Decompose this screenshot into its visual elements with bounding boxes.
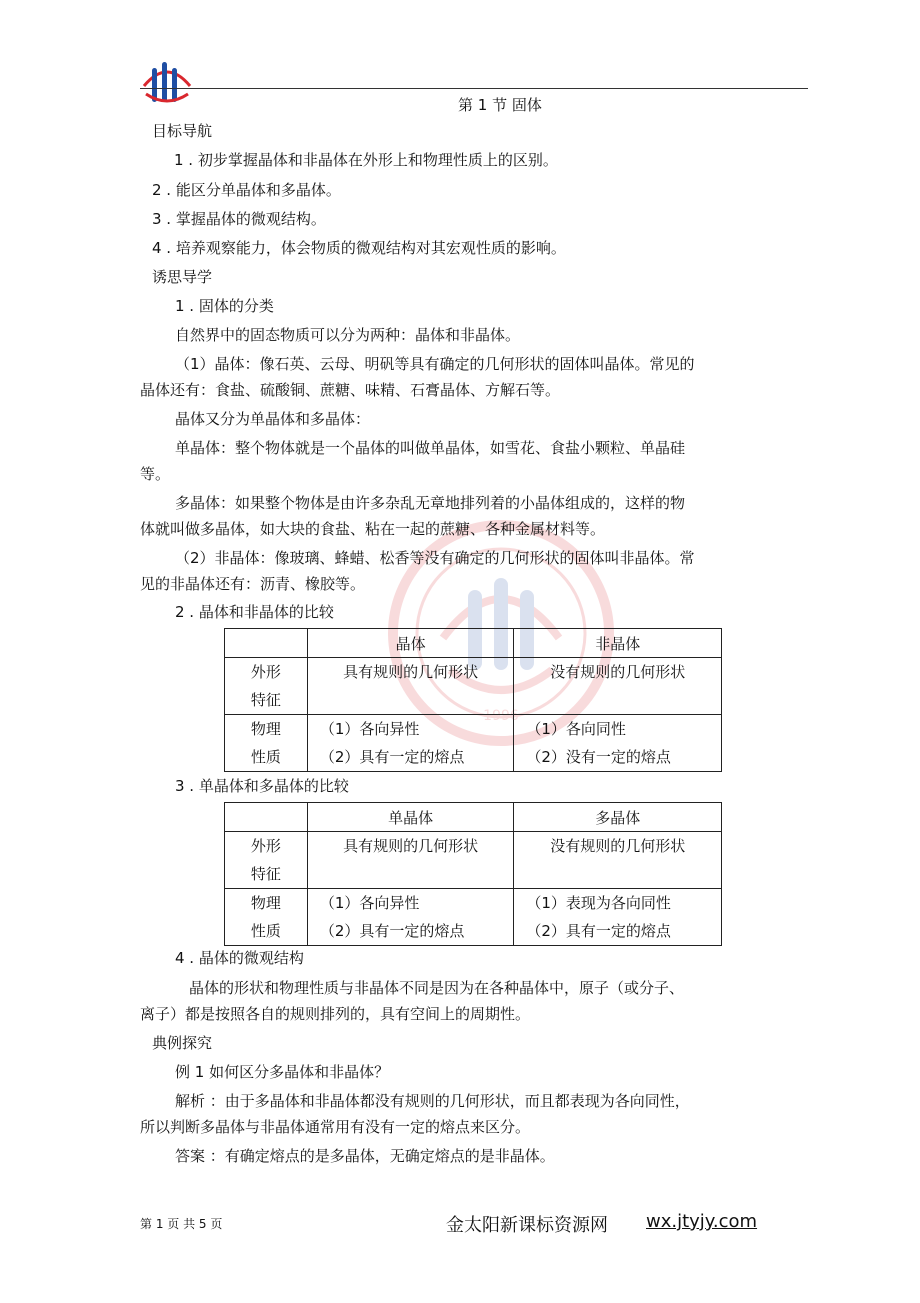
site-url-link[interactable]: wx.jtyjy.com: [646, 1211, 758, 1232]
goal-heading: 目标导航: [152, 122, 213, 140]
table-cell: 没有规则的几何形状: [514, 658, 722, 715]
guide-heading: 诱思导学: [152, 268, 213, 286]
row-label: 外形 特征: [225, 658, 308, 715]
paragraph-line: 见的非晶体还有：沥青、橡胶等。: [140, 575, 366, 593]
school-logo-icon: [140, 54, 194, 106]
paragraph-line: 单晶体：整个物体就是一个晶体的叫做单晶体，如雪花、食盐小颗粒、单晶硅: [175, 439, 686, 457]
goal-item: 3 . 掌握晶体的微观结构。: [152, 210, 326, 228]
table-header-cell: 晶体: [307, 629, 514, 658]
section-title: 4 . 晶体的微观结构: [175, 949, 304, 967]
table-row: [225, 889, 722, 946]
goal-item: 1 . 初步掌握晶体和非晶体在外形上和物理性质上的区别。: [174, 151, 558, 169]
header-rule: [140, 88, 808, 89]
table-header-row: [225, 629, 722, 658]
paragraph-line: 离子）都是按照各自的规则排列的，具有空间上的周期性。: [140, 1005, 531, 1023]
page-number: 第 1 页 共 5 页: [140, 1217, 223, 1231]
table-header-cell: 多晶体: [514, 803, 722, 832]
table-header-cell: 单晶体: [307, 803, 514, 832]
table-header-cell: [225, 629, 308, 658]
table-cell: 具有规则的几何形状: [307, 658, 514, 715]
row-label: 物理 性质: [225, 715, 308, 772]
table-cell: （1）各向同性 （2）没有一定的熔点: [514, 715, 722, 772]
paragraph-line: 晶体的形状和物理性质与非晶体不同是因为在各种晶体中，原子（或分子、: [189, 979, 685, 997]
goal-item: 2 . 能区分单晶体和多晶体。: [152, 181, 341, 199]
single-poly-comparison-table: [224, 802, 722, 946]
section-title: 3 . 单晶体和多晶体的比较: [175, 777, 349, 795]
crystal-comparison-table: [224, 628, 722, 772]
table-row: [225, 832, 722, 889]
paragraph-line: 自然界中的固态物质可以分为两种：晶体和非晶体。: [175, 326, 521, 344]
table-cell: （1）各向异性 （2）具有一定的熔点: [307, 715, 514, 772]
table-cell: （1）表现为各向同性 （2）具有一定的熔点: [514, 889, 722, 946]
paragraph-line: （2）非晶体：像玻璃、蜂蜡、松香等没有确定的几何形状的固体叫非晶体。常: [175, 549, 695, 567]
paragraph-line: 体就叫做多晶体，如大块的食盐、粘在一起的蔗糖、各种金属材料等。: [140, 520, 606, 538]
table-row: [225, 658, 722, 715]
table-cell: （1）各向异性 （2）具有一定的熔点: [307, 889, 514, 946]
paragraph-line: 等。: [140, 465, 171, 483]
site-name: 金太阳新课标资源网: [446, 1215, 608, 1236]
row-label: 物理 性质: [225, 889, 308, 946]
goal-item: 4 . 培养观察能力，体会物质的微观结构对其宏观性质的影响。: [152, 239, 566, 257]
paragraph-line: （1）晶体：像石英、云母、明矾等具有确定的几何形状的固体叫晶体。常见的: [175, 355, 695, 373]
table-cell: 没有规则的几何形状: [514, 832, 722, 889]
section-title: 1 . 固体的分类: [175, 297, 274, 315]
example-question: 例 1 如何区分多晶体和非晶体？: [175, 1063, 390, 1081]
example-answer: 答案 ：有确定熔点的是多晶体，无确定熔点的是非晶体。: [175, 1147, 555, 1165]
example-heading: 典例探究: [152, 1034, 213, 1052]
table-header-cell: [225, 803, 308, 832]
row-label: 外形 特征: [225, 832, 308, 889]
section-title: 2 . 晶体和非晶体的比较: [175, 603, 334, 621]
table-row: [225, 715, 722, 772]
watermark-year: 1996: [483, 708, 519, 724]
table-header-cell: 非晶体: [514, 629, 722, 658]
paragraph-line: 晶体还有：食盐、硫酸铜、蔗糖、味精、石膏晶体、方解石等。: [140, 381, 561, 399]
paragraph-line: 解析 ：由于多晶体和非晶体都没有规则的几何形状，而且都表现为各向同性，: [175, 1092, 690, 1110]
paragraph-line: 多晶体：如果整个物体是由许多杂乱无章地排列着的小晶体组成的，这样的物: [175, 494, 686, 512]
page-title: 第 1 节 固体: [458, 96, 542, 114]
paragraph-line: 晶体又分为单晶体和多晶体：: [175, 410, 371, 428]
table-header-row: [225, 803, 722, 832]
paragraph-line: 所以判断多晶体与非晶体通常用有没有一定的熔点来区分。: [140, 1118, 531, 1136]
table-cell: 具有规则的几何形状: [307, 832, 514, 889]
